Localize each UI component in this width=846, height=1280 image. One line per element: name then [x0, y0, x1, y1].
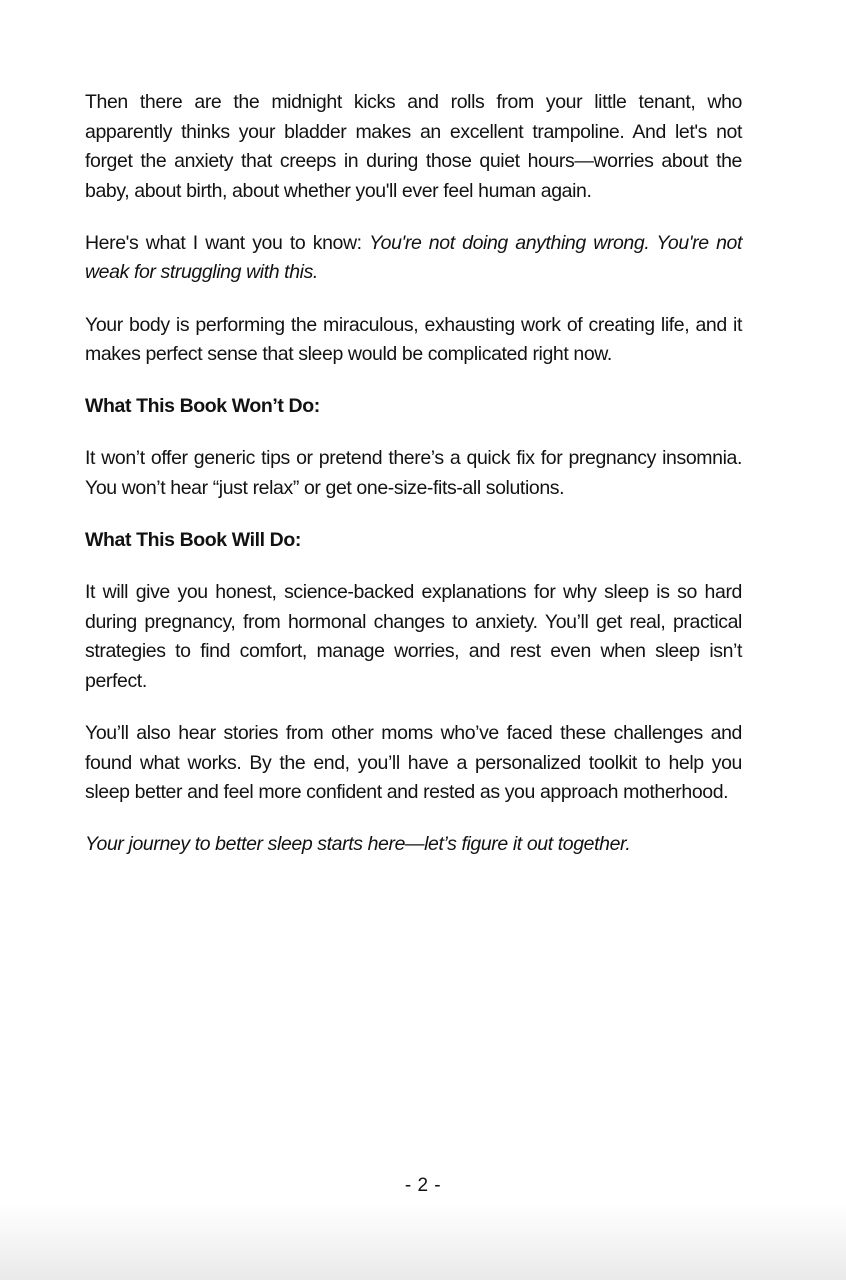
page-edge-shadow — [0, 1202, 846, 1280]
paragraph-emphasis: You're not doing anything wrong. You're not weak for struggling with this. — [85, 231, 743, 284]
section-heading-will-do: What This Book Will Do: — [85, 529, 301, 552]
paragraph-will-do-body: It will give you honest, science-backed explanations for why sleep is so hard during pregnancy, from hormonal changes to anxiety. You’ll get real, practical strategies to find comfort, manage worries, and rest even when sleep isn’t perfect. — [85, 581, 742, 692]
section-heading-wont-do: What This Book Won’t Do: — [85, 395, 320, 418]
paragraph-lead: Here's what I want you to know: — [85, 231, 370, 254]
paragraph-body-miraculous: Your body is performing the miraculous, exhausting work of creating life, and it makes perfect sense that sleep would be complicated right now. — [85, 313, 742, 366]
paragraph-wont-do-body: It won’t offer generic tips or pretend there’s a quick fix for pregnancy insomnia. You won’t hear “just relax” or get one-size-fits-all solutions. — [85, 447, 742, 499]
page-number: - 2 - — [404, 1175, 442, 1196]
paragraph-stories-from-moms: You’ll also hear stories from other moms who’ve faced these challenges and found what works. By the end, you’ll have a personalized toolkit to help you sleep better and feel more confident and rested as you approach motherhood. — [85, 722, 742, 804]
page-content — [85, 88, 742, 882]
paragraph-what-i-want-you-to-know — [85, 229, 742, 288]
paragraph-closing-italic: Your journey to better sleep starts here—let’s figure it out together. — [85, 833, 631, 856]
paragraph-midnight-kicks: Then there are the midnight kicks and rolls from your little tenant, who apparently thinks your bladder makes an excellent trampoline. And let's not forget the anxiety that creeps in during those quiet hours—worries about the baby, about birth, about whether you'll ever feel human again. — [85, 91, 742, 202]
